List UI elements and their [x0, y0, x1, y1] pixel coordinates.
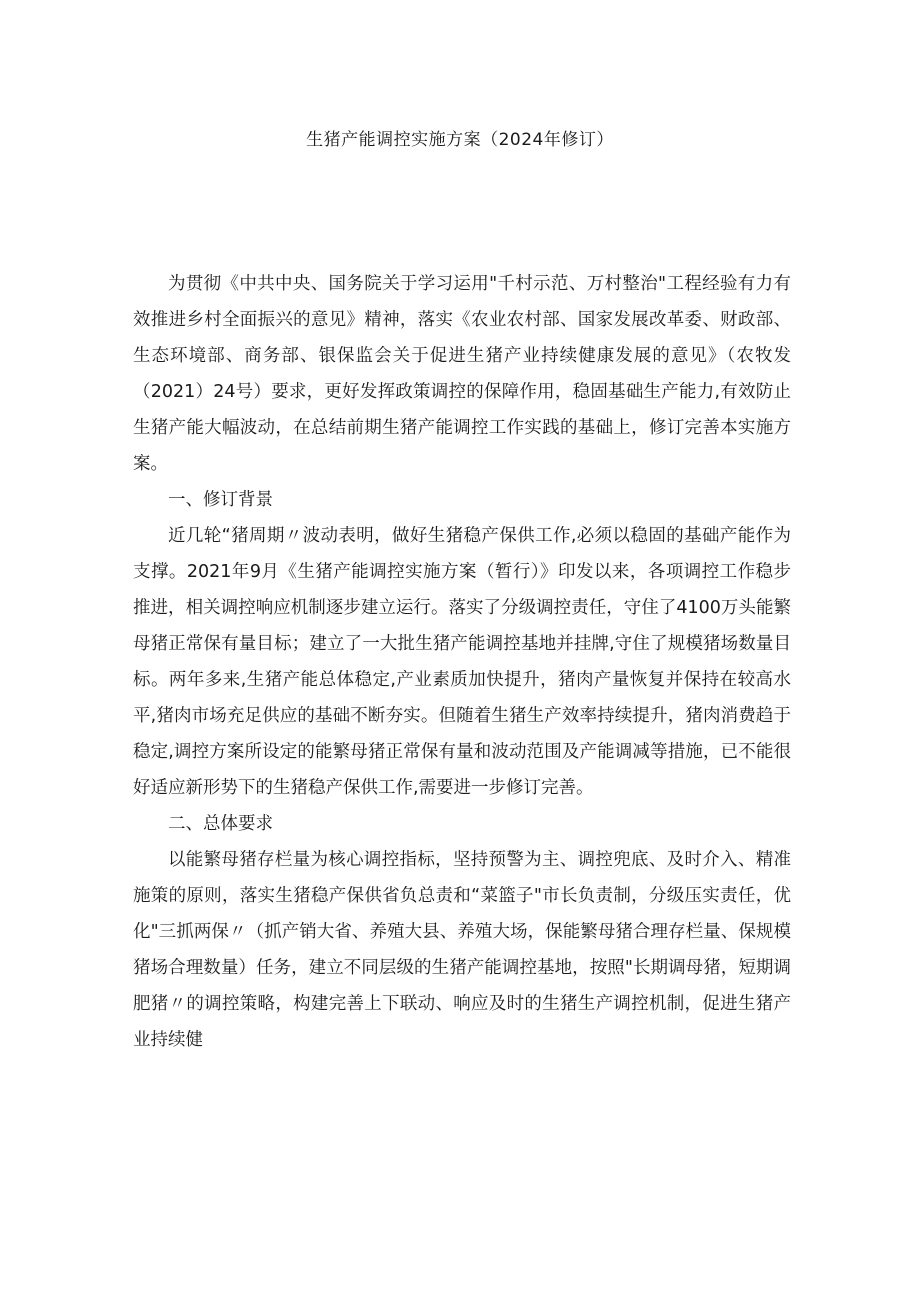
- section-heading-requirements: 二、总体要求: [168, 814, 273, 834]
- document-body: [133, 266, 791, 1058]
- document-title: 生猪产能调控实施方案（2024年修订）: [306, 130, 614, 150]
- requirements-paragraph: 以能繁母猪存栏量为核心调控指标，坚持预警为主、调控兜底、及时介入、精准施策的原则，落实生猪稳产保供省负总责和“菜篮子"市长负责制，分级压实责任，优化"三抓两保〃（抓产销大省、养殖大县、养殖大场，保能繁母猪合理存栏量、保规模猪场合理数量）任务，建立不同层级的生猪产能调控基地，按照"长期调母猪，短期调肥猪〃的调控策略，构建完善上下联动、响应及时的生猪生产调控机制，促进生猪产业持续健: [133, 850, 791, 1050]
- intro-paragraph: 为贯彻《中共中央、国务院关于学习运用"千村示范、万村整治"工程经验有力有效推进乡村全面振兴的意见》精神，落实《农业农村部、国家发展改革委、财政部、生态环境部、商务部、银保监会关于促进生猪产业持续健康发展的意见》（农牧发（2021）24号）要求，更好发挥政策调控的保障作用，稳固基础生产能力,有效防止生猪产能大幅波动，在总结前期生猪产能调控工作实践的基础上，修订完善本实施方案。: [133, 274, 791, 474]
- section-heading-background: 一、修订背景: [168, 490, 273, 510]
- background-paragraph: 近几轮“猪周期〃波动表明，做好生猪稳产保供工作,必须以稳固的基础产能作为支撑。2021年9月《生猪产能调控实施方案（暂行）》印发以来，各项调控工作稳步推进，相关调控响应机制逐步建立运行。落实了分级调控责任，守住了4100万头能繁母猪正常保有量目标；建立了一大批生猪产能调控基地并挂牌,守住了规模猪场数量目标。两年多来,生猪产能总体稳定,产业素质加快提升，猪肉产量恢复并保持在较高水平,猪肉市场充足供应的基础不断夯实。但随着生猪生产效率持续提升，猪肉消费趋于稳定,调控方案所设定的能繁母猪正常保有量和波动范围及产能调减等措施，已不能很好适应新形势下的生猪稳产保供工作,需要进一步修订完善。: [133, 526, 791, 798]
